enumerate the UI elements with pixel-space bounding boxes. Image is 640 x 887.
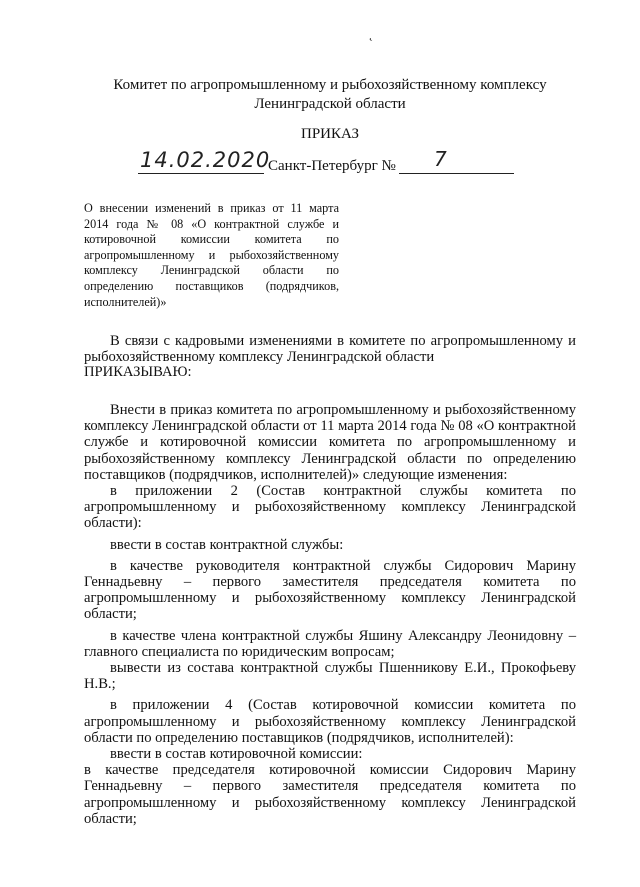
paragraph-2: в приложении 2 (Состав контрактной службы комитета по агропромышленному и рыбохозяйственному комплексу Ленинградской области):: [84, 483, 576, 532]
document-type: ПРИКАЗ: [301, 126, 359, 142]
city-and-number-label: Санкт-Петербург №: [268, 158, 396, 174]
order-word: ПРИКАЗЫВАЮ:: [84, 364, 192, 380]
order-body: [84, 402, 576, 827]
organization-line-2: Ленинградской области: [254, 96, 406, 112]
scan-mark: ˛: [369, 27, 373, 41]
paragraph-1: Внести в приказ комитета по агропромышленному и рыбохозяйственному комплексу Ленинградской области от 11 марта 2014 года № 08 «О контрактной службе и котировочной комиссии комитета по агропромышленному и рыбохозяйственному комплексу Ленинградской области по определению поставщиков (подрядчиков, исполнителей)» следующие изменения:: [84, 402, 576, 483]
paragraph-9: в качестве председателя котировочной комиссии Сидорович Марину Геннадьевну – первого заместителя председателя комитета по агропромышленному и рыбохозяйственному комплексу Ленинградской области;: [84, 762, 576, 827]
number-underline: [399, 173, 514, 174]
paragraph-8: ввести в состав котировочной комиссии:: [110, 746, 363, 763]
order-word-block: [84, 364, 576, 380]
paragraph-4: в качестве руководителя контрактной службы Сидорович Марину Геннадьевну – первого заместителя председателя комитета по агропромышленному и рыбохозяйственному комплексу Ленинградской области;: [84, 557, 576, 623]
date-number-line: [138, 147, 538, 179]
organization-name: [60, 76, 600, 114]
organization-line-1: Комитет по агропромышленному и рыбохозяйственному комплексу: [113, 77, 547, 93]
paragraph-5: в качестве члена контрактной службы Яшину Александру Леонидовну – главного специалиста по юридическим вопросам;: [84, 627, 576, 660]
date-underline: [138, 173, 264, 174]
paragraph-3: ввести в состав контрактной службы:: [110, 536, 344, 553]
handwritten-date: 14.02.2020: [140, 148, 271, 172]
paragraph-6: вывести из состава контрактной службы Пшенникову Е.И., Прокофьеву Н.В.;: [84, 660, 576, 693]
intro-paragraph: [84, 333, 576, 365]
order-subject: О внесении изменений в приказ от 11 марта 2014 года № 08 «О контрактной службе и котировочной комиссии комитета по агропромышленному и рыбохозяйственному комплексу Ленинградской области по определению поставщиков (подрядчиков, исполнителей)»: [84, 201, 339, 309]
handwritten-number: 7: [434, 147, 447, 171]
intro-text: В связи с кадровыми изменениями в комитете по агропромышленному и рыбохозяйственному комплексу Ленинградской области: [84, 333, 576, 366]
paragraph-7: в приложении 4 (Состав котировочной комиссии комитета по агропромышленному и рыбохозяйственному комплексу Ленинградской области по определению поставщиков (подрядчиков, исполнителей):: [84, 697, 576, 746]
